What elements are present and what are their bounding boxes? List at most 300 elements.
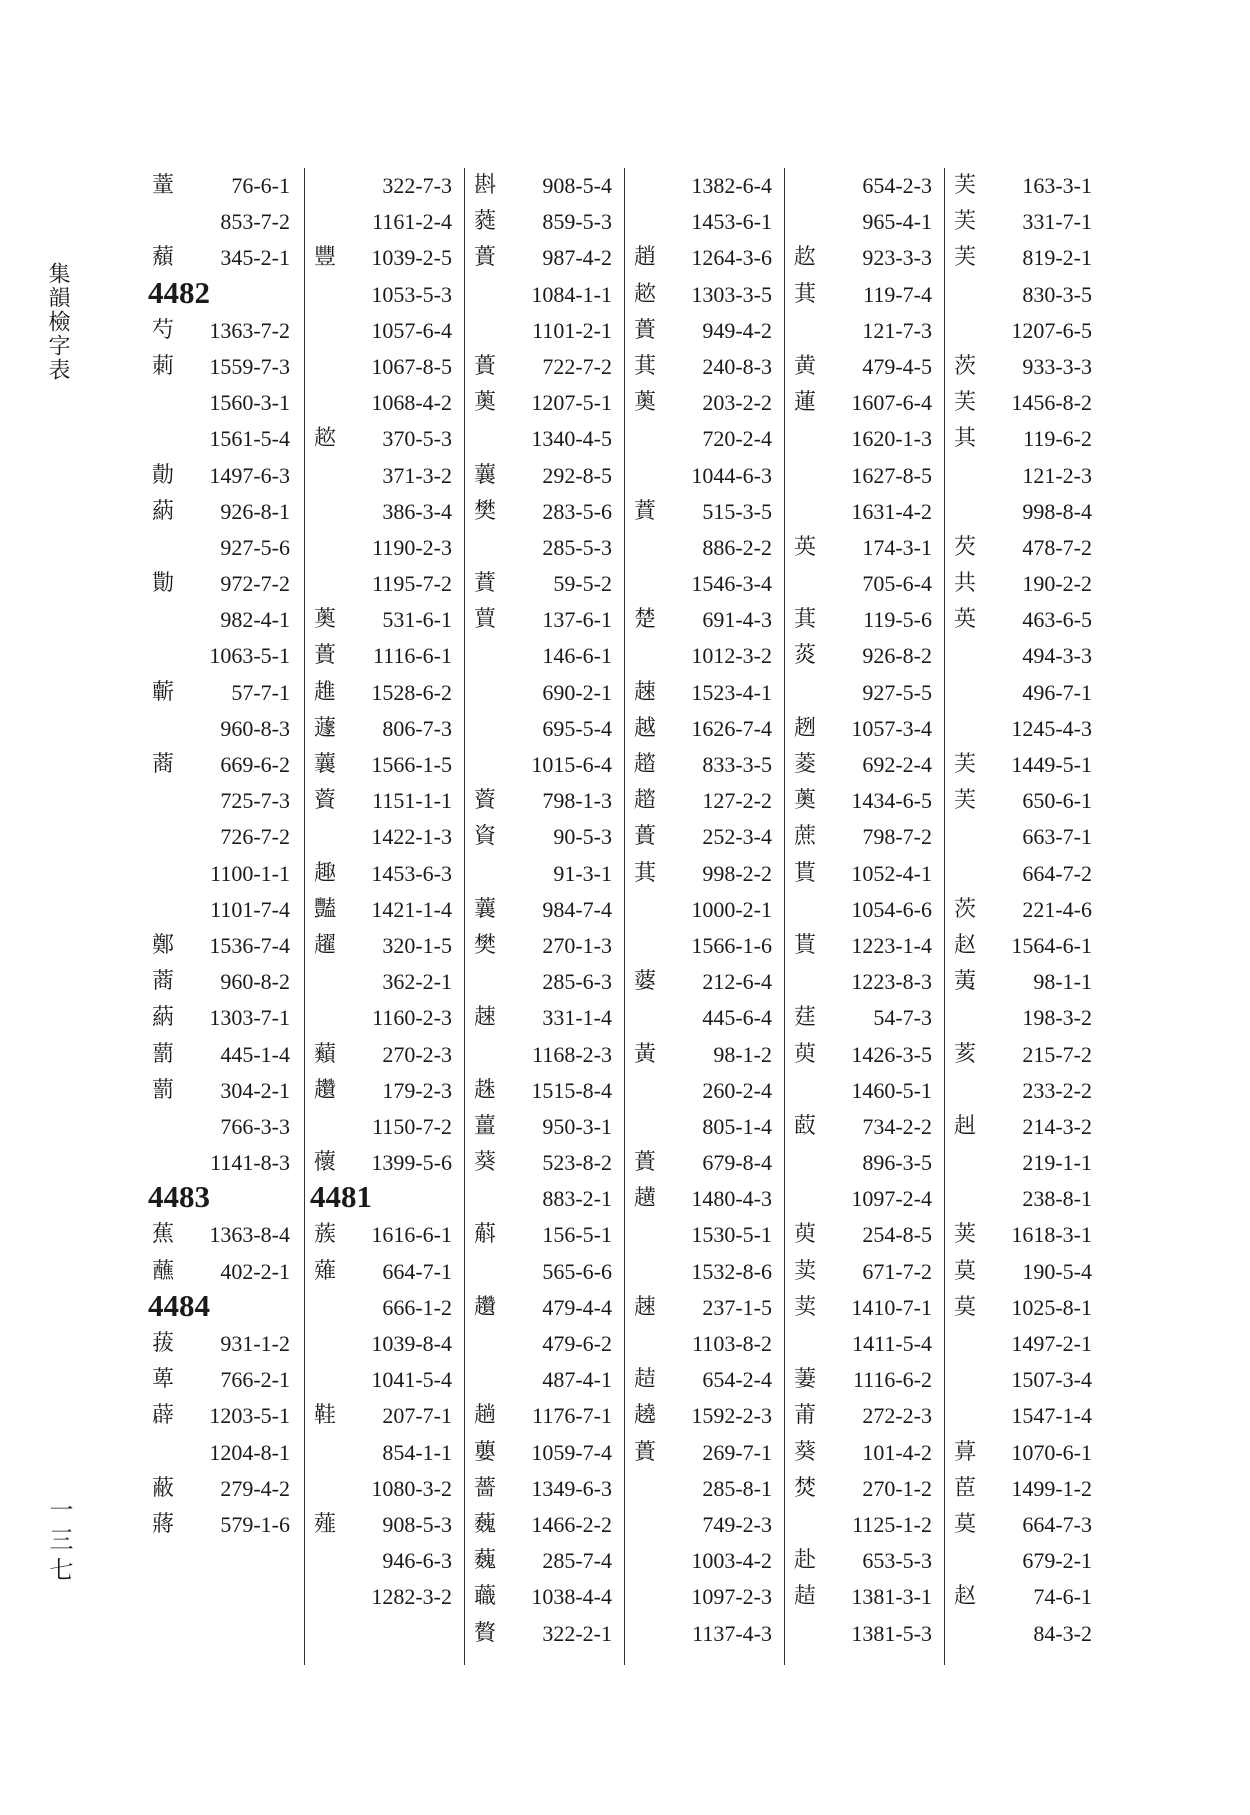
index-entry [470, 711, 612, 747]
index-entry [630, 638, 772, 674]
entry-character: 蘘 [313, 752, 336, 777]
entry-character: 蕫 [151, 173, 174, 198]
index-entry [630, 602, 772, 638]
entry-reference: 1340-4-5 [531, 426, 612, 452]
entry-character: 芙 [953, 209, 976, 235]
index-entry [310, 1579, 452, 1615]
entry-reference: 819-2-1 [1022, 245, 1092, 271]
entry-reference: 987-4-2 [542, 245, 612, 271]
index-entry [148, 1435, 290, 1471]
entry-character: 豐 [313, 245, 336, 271]
entry-reference: 322-7-3 [382, 173, 452, 198]
index-entry [148, 964, 290, 1000]
index-column [790, 168, 932, 1652]
entry-character: 趌 [633, 1367, 656, 1393]
index-entry [470, 530, 612, 566]
index-entry [310, 1073, 452, 1109]
entry-character: 蕢 [633, 317, 656, 343]
entry-reference: 1245-4-3 [1011, 715, 1092, 741]
index-entry [630, 349, 772, 385]
entry-character: 蘶 [473, 1511, 496, 1537]
entry-character: 茨 [953, 896, 976, 922]
entry-reference: 345-2-1 [220, 245, 290, 271]
index-entry [790, 783, 932, 819]
entry-character: 蘵 [473, 1584, 496, 1610]
entry-character: 赵 [953, 1584, 976, 1610]
index-entry [470, 1109, 612, 1145]
index-entry [310, 602, 452, 638]
index-entry [790, 1145, 932, 1181]
entry-reference: 101-4-2 [862, 1439, 932, 1465]
entry-character: 蘡 [473, 1439, 496, 1465]
entry-reference: 515-3-5 [702, 498, 772, 524]
index-entry [630, 928, 772, 964]
index-entry [630, 168, 772, 204]
index-entry [790, 1362, 932, 1398]
entry-character: 藅 [151, 1077, 174, 1103]
entry-reference: 212-6-4 [702, 969, 772, 995]
entry-reference: 285-5-3 [542, 534, 612, 560]
index-entry [630, 1616, 772, 1652]
entry-character: 蘧 [313, 715, 336, 741]
entry-reference: 285-6-3 [542, 969, 612, 995]
section-header-row [148, 274, 290, 313]
column-divider [304, 168, 305, 1665]
entry-reference: 663-7-1 [1022, 824, 1092, 850]
entry-character: 趚 [633, 1294, 656, 1320]
entry-reference: 1456-8-2 [1011, 390, 1092, 416]
entry-character: 葵 [473, 1150, 496, 1176]
entry-reference: 653-5-3 [862, 1548, 932, 1574]
page-number: 一三七 [45, 1497, 73, 1587]
index-entry [630, 1073, 772, 1109]
index-entry [630, 1254, 772, 1290]
entry-character: 萸 [793, 1041, 816, 1067]
entry-character: 蕢 [633, 1150, 656, 1176]
index-entry [470, 1543, 612, 1579]
index-entry [950, 964, 1092, 1000]
entry-reference: 127-2-2 [702, 788, 772, 814]
index-entry [148, 494, 290, 530]
entry-character: 貰 [793, 932, 816, 958]
entry-character: 芙 [953, 173, 976, 198]
index-entry [630, 458, 772, 494]
entry-reference: 1303-3-5 [691, 281, 772, 307]
entry-reference: 1566-1-5 [371, 752, 452, 777]
index-entry [148, 1326, 290, 1362]
entry-reference: 1068-4-2 [371, 390, 452, 416]
index-entry [630, 204, 772, 240]
entry-reference: 664-7-3 [1022, 1511, 1092, 1537]
index-entry [630, 892, 772, 928]
entry-reference: 1116-6-1 [372, 643, 452, 669]
section-header-row [148, 1181, 290, 1217]
entry-character: 趚 [473, 1005, 496, 1031]
entry-character: 趑 [313, 426, 336, 452]
entry-reference: 1363-7-2 [209, 317, 290, 343]
entry-character: 鄭 [151, 932, 174, 958]
index-entry [630, 1543, 772, 1579]
entry-reference: 1039-8-4 [371, 1331, 452, 1356]
index-entry [310, 783, 452, 819]
entry-reference: 190-5-4 [1022, 1258, 1092, 1284]
index-entry [790, 1217, 932, 1253]
entry-character: 赼 [793, 245, 816, 271]
entry-character: 蕢 [633, 1439, 656, 1465]
entry-reference: 190-2-2 [1022, 571, 1092, 597]
entry-reference: 1204-8-1 [209, 1439, 290, 1465]
entry-character: 蘘 [473, 462, 496, 488]
entry-reference: 1566-1-6 [691, 932, 772, 958]
entry-reference: 91-3-1 [553, 860, 612, 886]
index-entry [950, 783, 1092, 819]
entry-character: 蔛 [473, 1222, 496, 1248]
index-entry [950, 1145, 1092, 1181]
index-entry [148, 819, 290, 855]
index-entry [470, 1471, 612, 1507]
entry-character: 趔 [793, 715, 816, 741]
index-entry [950, 313, 1092, 349]
entry-reference: 252-3-4 [702, 824, 772, 850]
index-entry [148, 1398, 290, 1434]
entry-character: 菣 [793, 1113, 816, 1139]
index-entry [630, 1471, 772, 1507]
index-entry [470, 204, 612, 240]
index-entry [310, 204, 452, 240]
entry-character: 焚 [793, 1475, 816, 1501]
entry-reference: 908-5-4 [542, 173, 612, 198]
entry-reference: 1038-4-4 [531, 1584, 612, 1610]
index-entry [790, 675, 932, 711]
index-entry [630, 313, 772, 349]
index-entry [310, 638, 452, 674]
entry-reference: 479-4-5 [862, 353, 932, 379]
entry-character: 資 [473, 824, 496, 850]
entry-character: 蕢 [633, 824, 656, 850]
entry-character: 莆 [793, 1403, 816, 1429]
index-entry [950, 1398, 1092, 1434]
index-entry [310, 1037, 452, 1073]
index-entry [470, 856, 612, 892]
entry-reference: 984-7-4 [542, 896, 612, 922]
index-entry [790, 1326, 932, 1362]
index-entry [950, 566, 1092, 602]
entry-character: 萁 [633, 860, 656, 886]
index-entry [950, 421, 1092, 457]
entry-reference: 1176-7-1 [532, 1403, 612, 1429]
index-entry [630, 819, 772, 855]
index-entry [950, 892, 1092, 928]
index-entry [790, 1435, 932, 1471]
entry-reference: 950-3-1 [542, 1113, 612, 1139]
entry-reference: 1620-1-3 [851, 426, 932, 452]
entry-reference: 720-2-4 [702, 426, 772, 452]
index-entry [950, 1254, 1092, 1290]
entry-character: 薁 [633, 390, 656, 416]
entry-character: 趙 [633, 245, 656, 271]
entry-reference: 927-5-6 [220, 534, 290, 560]
entry-character: 趑 [633, 281, 656, 307]
entry-reference: 1057-6-4 [371, 317, 452, 343]
index-entry [790, 964, 932, 1000]
index-entry [790, 1290, 932, 1326]
entry-reference: 1381-5-3 [851, 1620, 932, 1646]
entry-reference: 1627-8-5 [851, 462, 932, 488]
index-entry [470, 1217, 612, 1253]
entry-character: 莫 [953, 1258, 976, 1284]
index-entry [310, 313, 452, 349]
index-entry [950, 1471, 1092, 1507]
index-entry [630, 1398, 772, 1434]
index-entry [630, 747, 772, 783]
entry-reference: 292-8-5 [542, 462, 612, 488]
entry-reference: 121-2-3 [1022, 462, 1092, 488]
index-entry [630, 385, 772, 421]
entry-character: 萆 [151, 1367, 174, 1393]
entry-reference: 960-8-3 [220, 715, 290, 741]
column-divider [784, 168, 785, 1665]
entry-reference: 1015-6-4 [531, 752, 612, 777]
entry-reference: 1137-4-3 [692, 1620, 772, 1646]
entry-reference: 998-8-4 [1022, 498, 1092, 524]
entry-character: 豔 [313, 896, 336, 922]
entry-character: 蒳 [151, 1005, 174, 1031]
index-entry [790, 168, 932, 204]
entry-character: 越 [633, 715, 656, 741]
entry-character: 蘹 [313, 1150, 336, 1176]
entry-reference: 1282-3-2 [371, 1584, 452, 1610]
entry-character: 萋 [793, 1367, 816, 1393]
index-entry [148, 385, 290, 421]
entry-character: 蒳 [151, 498, 174, 524]
entry-reference: 690-2-1 [542, 679, 612, 705]
index-entry [148, 1037, 290, 1073]
entry-reference: 1382-6-4 [691, 173, 772, 198]
entry-reference: 1449-5-1 [1011, 752, 1092, 777]
index-entry [470, 602, 612, 638]
entry-reference: 1070-6-1 [1011, 1439, 1092, 1465]
index-entry [310, 964, 452, 1000]
entry-reference: 163-3-1 [1022, 173, 1092, 198]
entry-character: 萁 [793, 607, 816, 633]
index-entry [470, 783, 612, 819]
entry-reference: 664-7-1 [382, 1258, 452, 1284]
entry-character: 貰 [793, 860, 816, 886]
entry-character: 薋 [313, 788, 336, 814]
index-entry [950, 204, 1092, 240]
index-entry [148, 1217, 290, 1253]
section-code: 4483 [148, 1179, 210, 1215]
entry-reference: 926-8-2 [862, 643, 932, 669]
entry-reference: 487-4-1 [542, 1367, 612, 1393]
entry-character: 萛 [953, 1439, 976, 1465]
index-entry [310, 819, 452, 855]
entry-reference: 1168-2-3 [532, 1041, 612, 1067]
index-entry [310, 856, 452, 892]
entry-character: 蘘 [473, 896, 496, 922]
entry-reference: 1084-1-1 [531, 281, 612, 307]
index-entry [310, 675, 452, 711]
entry-reference: 933-3-3 [1022, 353, 1092, 379]
entry-reference: 1422-1-3 [371, 824, 452, 850]
index-entry [148, 928, 290, 964]
index-entry [790, 494, 932, 530]
side-title: 集韻檢字表 [45, 262, 70, 382]
index-entry [310, 1290, 452, 1326]
section-code: 4482 [148, 274, 210, 310]
entry-reference: 1080-3-2 [371, 1475, 452, 1501]
index-entry [950, 494, 1092, 530]
index-entry [790, 1109, 932, 1145]
entry-character: 莿 [151, 353, 174, 379]
entry-reference: 1466-2-2 [531, 1511, 612, 1537]
entry-reference: 146-6-1 [542, 643, 612, 669]
entry-reference: 1063-5-1 [209, 643, 290, 669]
entry-character: 趦 [633, 788, 656, 814]
index-entry [630, 421, 772, 457]
entry-character: 薜 [151, 1403, 174, 1429]
index-entry [470, 458, 612, 494]
section-code: 4484 [148, 1288, 210, 1323]
index-entry [148, 1471, 290, 1507]
index-entry [790, 928, 932, 964]
index-entry [470, 1362, 612, 1398]
entry-character: 趚 [633, 679, 656, 705]
index-entry [470, 494, 612, 530]
entry-reference: 1067-8-5 [371, 353, 452, 379]
index-entry [310, 349, 452, 385]
index-entry [790, 602, 932, 638]
index-entry [148, 1109, 290, 1145]
entry-character: 蔏 [151, 969, 174, 995]
entry-character: 芙 [953, 752, 976, 777]
entry-reference: 233-2-2 [1022, 1077, 1092, 1103]
entry-character: 薤 [313, 1511, 336, 1537]
entry-character: 蔢 [633, 969, 656, 995]
entry-reference: 1349-6-3 [531, 1475, 612, 1501]
entry-reference: 1507-3-4 [1011, 1367, 1092, 1393]
entry-reference: 1054-6-6 [851, 896, 932, 922]
index-entry [630, 1362, 772, 1398]
index-entry [310, 1398, 452, 1434]
entry-reference: 726-7-2 [220, 824, 290, 850]
entry-reference: 1523-4-1 [691, 679, 772, 705]
entry-reference: 1207-6-5 [1011, 317, 1092, 343]
index-entry [310, 1217, 452, 1253]
entry-reference: 285-7-4 [542, 1548, 612, 1574]
index-entry [950, 458, 1092, 494]
index-entry [790, 1398, 932, 1434]
entry-reference: 1515-8-4 [531, 1077, 612, 1103]
index-entry [950, 928, 1092, 964]
index-entry [950, 1109, 1092, 1145]
index-entry [148, 1362, 290, 1398]
section-header-row [310, 1181, 452, 1217]
index-entry [790, 1471, 932, 1507]
index-entry [950, 1073, 1092, 1109]
entry-reference: 1547-1-4 [1011, 1403, 1092, 1429]
index-entry [148, 638, 290, 674]
entry-character: 芙 [953, 245, 976, 271]
index-entry [148, 1145, 290, 1181]
entry-reference: 386-3-4 [382, 498, 452, 524]
index-entry [950, 385, 1092, 421]
index-entry [148, 1254, 290, 1290]
entry-reference: 1103-8-2 [692, 1331, 772, 1356]
entry-reference: 279-4-2 [220, 1475, 290, 1501]
entry-reference: 119-7-4 [863, 281, 932, 307]
entry-reference: 156-5-1 [542, 1222, 612, 1248]
index-entry [790, 313, 932, 349]
entry-reference: 331-7-1 [1022, 209, 1092, 235]
index-entry [950, 1290, 1092, 1326]
entry-reference: 304-2-1 [220, 1077, 290, 1103]
entry-reference: 766-2-1 [220, 1367, 290, 1393]
entry-reference: 1044-6-3 [691, 462, 772, 488]
entry-character: 蕡 [473, 571, 496, 597]
index-entry [790, 1181, 932, 1217]
entry-reference: 1626-7-4 [691, 715, 772, 741]
index-entry [790, 385, 932, 421]
index-entry [148, 313, 290, 349]
entry-character: 荬 [793, 1294, 816, 1320]
index-entry [148, 168, 290, 204]
entry-reference: 669-6-2 [220, 752, 290, 777]
entry-character: 菝 [151, 1331, 174, 1356]
entry-character: 莛 [793, 1005, 816, 1031]
index-entry [470, 385, 612, 421]
entry-reference: 272-2-3 [862, 1403, 932, 1429]
entry-reference: 565-6-6 [542, 1258, 612, 1284]
entry-character: 蓮 [793, 390, 816, 416]
entry-reference: 1536-7-4 [209, 932, 290, 958]
index-entry [790, 566, 932, 602]
entry-reference: 1150-7-2 [372, 1113, 452, 1139]
index-entry [148, 1000, 290, 1036]
entry-reference: 798-1-3 [542, 788, 612, 814]
index-entry [148, 530, 290, 566]
index-entry [470, 1579, 612, 1615]
entry-character: 樊 [473, 932, 496, 958]
index-entry [148, 421, 290, 457]
entry-reference: 1399-5-6 [371, 1150, 452, 1176]
entry-reference: 119-5-6 [863, 607, 932, 633]
entry-reference: 1039-2-5 [371, 245, 452, 271]
entry-reference: 494-3-3 [1022, 643, 1092, 669]
entry-character: 趌 [793, 1584, 816, 1610]
index-entry [470, 1000, 612, 1036]
index-entry [950, 1000, 1092, 1036]
entry-reference: 1190-2-3 [372, 534, 452, 560]
index-entry [790, 711, 932, 747]
entry-reference: 927-5-5 [862, 679, 932, 705]
index-entry [790, 638, 932, 674]
index-entry [470, 277, 612, 313]
entry-reference: 1453-6-1 [691, 209, 772, 235]
index-entry [470, 747, 612, 783]
index-entry [148, 349, 290, 385]
index-column [630, 168, 772, 1652]
entry-character: 蕢 [473, 245, 496, 271]
index-entry [310, 1471, 452, 1507]
index-entry [950, 240, 1092, 276]
entry-reference: 853-7-2 [220, 209, 290, 235]
index-entry [148, 711, 290, 747]
entry-reference: 1530-5-1 [691, 1222, 772, 1248]
entry-reference: 1025-8-1 [1011, 1294, 1092, 1320]
entry-reference: 90-5-3 [553, 824, 612, 850]
entry-character: 萁 [793, 281, 816, 307]
